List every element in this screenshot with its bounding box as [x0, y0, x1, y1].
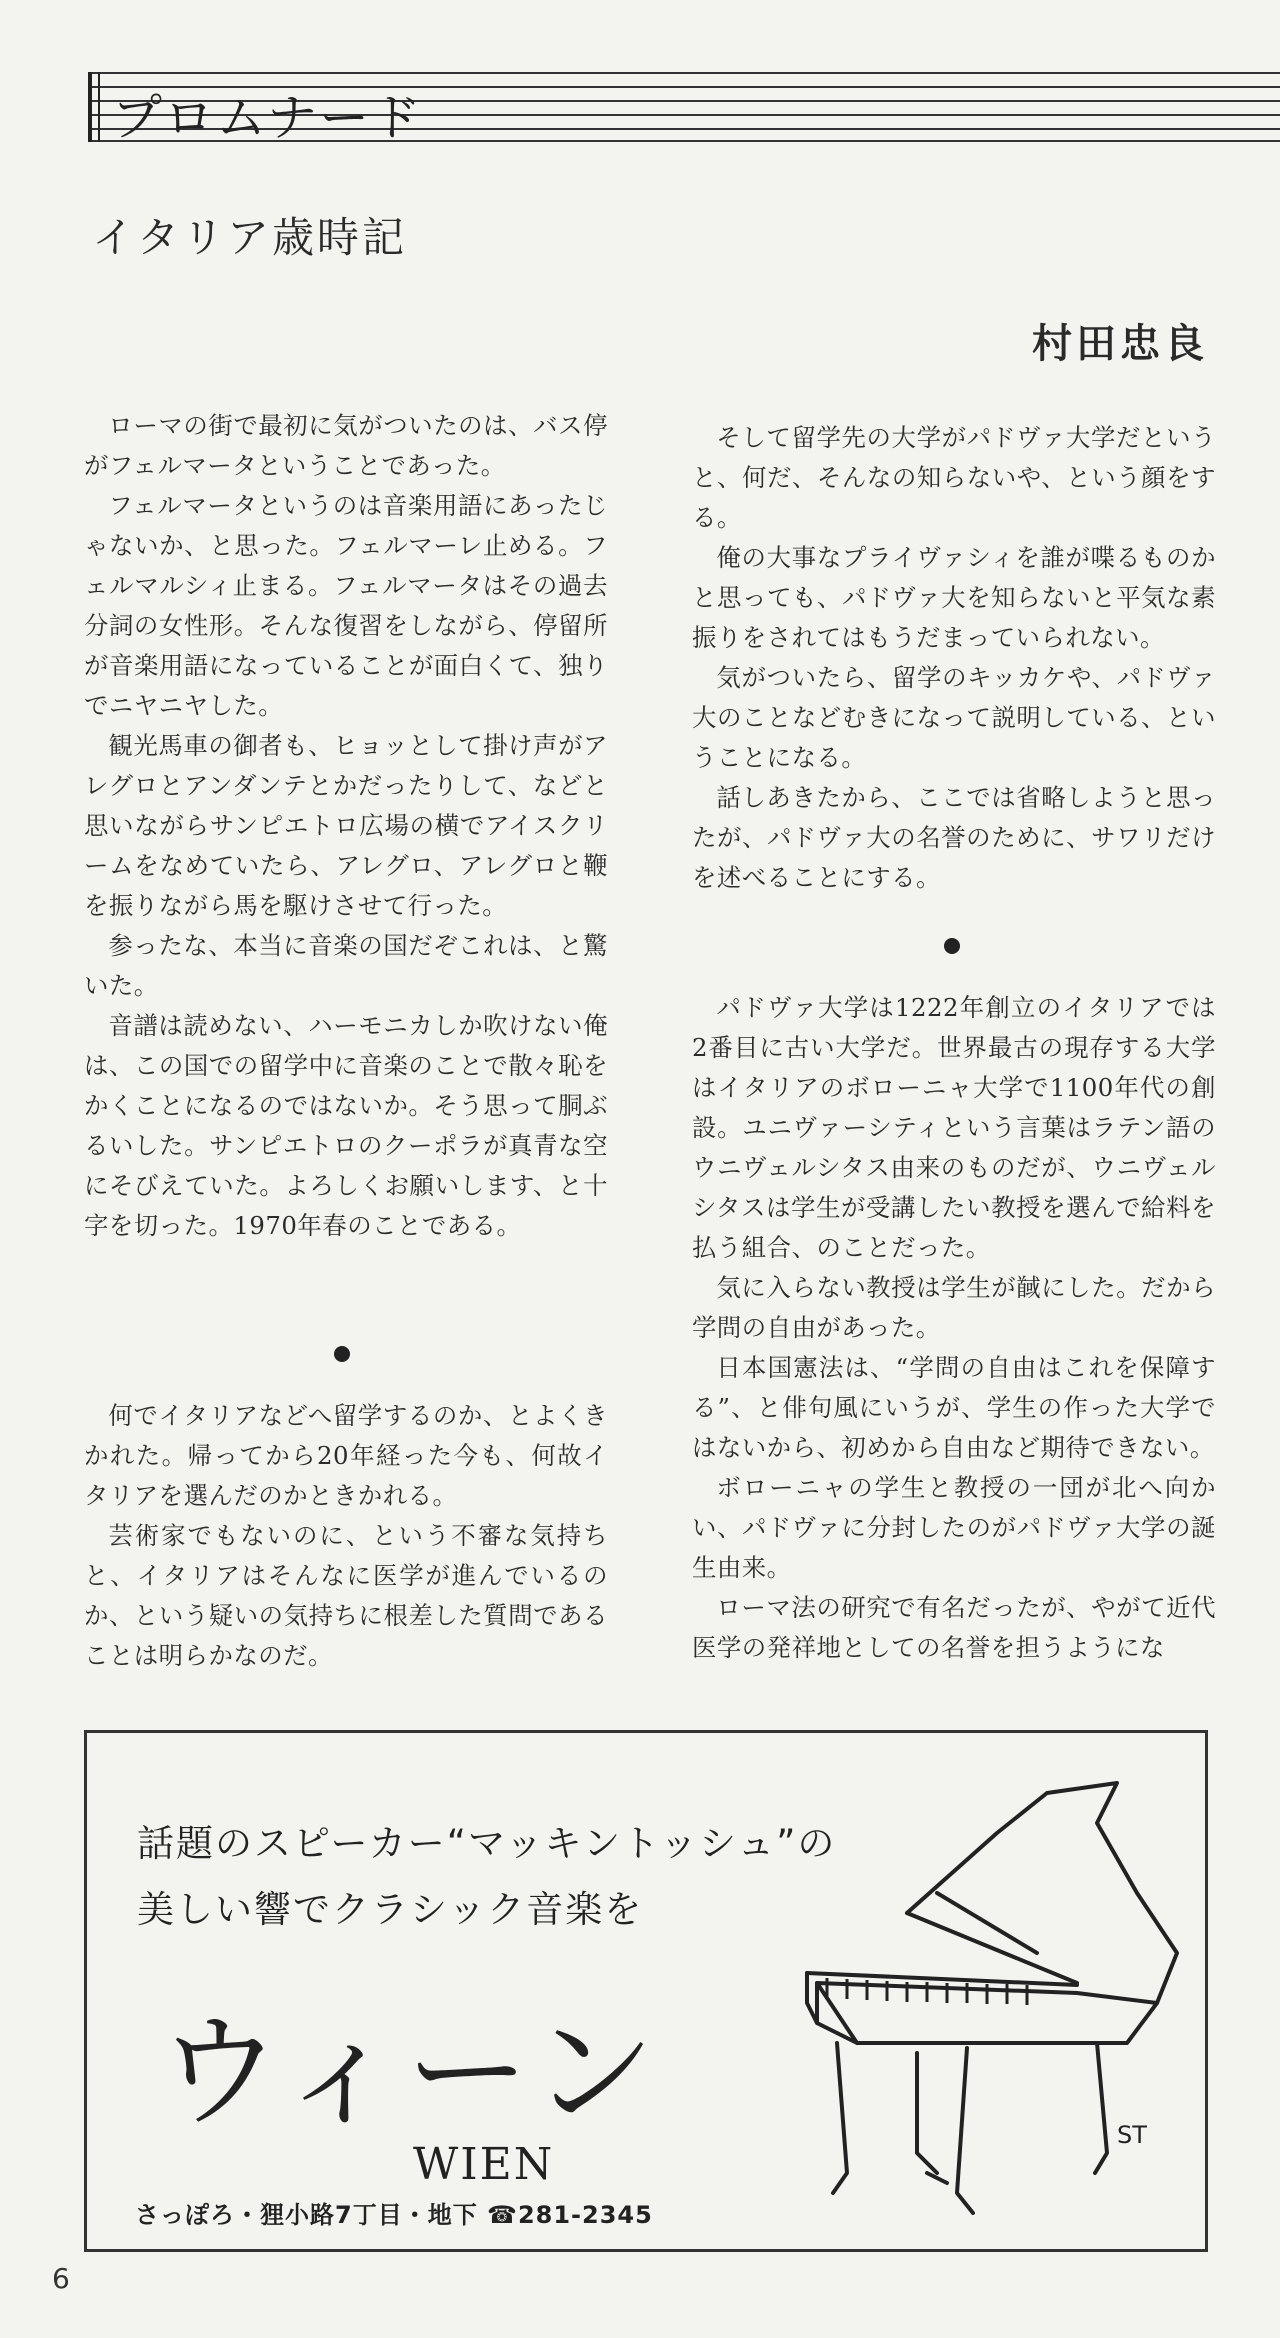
paragraph: そして留学先の大学がパドヴァ大学だというと、何だ、そんなの知らないや、という顔をする。 [692, 423, 1216, 532]
paragraph: 俺の大事なプライヴァシィを誰が喋るものかと思っても、パドヴァ大を知らないと平気な素振りをされてはもうだまっていられない。 [692, 543, 1216, 652]
author-name: 村田忠良 [1032, 321, 1208, 367]
paragraph: 何でイタリアなどへ留学するのか、とよくきかれた。帰ってから20年経った今も、何故イタリアを選んだのかときかれる。 [84, 1401, 608, 1510]
paragraph: 日本国憲法は、“学問の自由はこれを保障する”、と俳句風にいうが、学生の作った大学ではないから、初めから自由など期待できない。 [692, 1353, 1216, 1462]
article-column-right [692, 418, 1216, 898]
paragraph: ボローニャの学生と教授の一団が北へ向かい、パドヴァに分封したのがパドヴァ大学の誕生由来。 [692, 1473, 1216, 1582]
article-column-left [84, 406, 608, 1246]
ad-headline-1: 話題のスピーカー“マッキントッシュ”の [137, 1822, 837, 1865]
shop-address: さっぽろ・狸小路7丁目・地下 ☎281-2345 [135, 2201, 653, 2229]
grand-piano-illustration [777, 1753, 1197, 2243]
paragraph: 音譜は読めない、ハーモニカしか吹けない俺は、この国での留学中に音楽のことで散々恥をかくことになるのではないか。そう思って胴ぶるいした。サンピエトロのクーポラが真青な空にそびえていた。よろしくお願いします、と十字を切った。1970年春のことである。 [84, 1011, 608, 1240]
shop-name-latin: WIEN [413, 2139, 555, 2190]
illustration-signature: ST [1117, 2121, 1147, 2149]
shop-name: ウィーン [157, 2001, 660, 2145]
paragraph: フェルマータというのは音楽用語にあったじゃないか、と思った。フェルマーレ止める。フェルマルシィ止まる。フェルマータはその過去分詞の女性形。そんな復習をしながら、停留所が音楽用語になっていることが面白くて、独りでニヤニヤした。 [84, 491, 608, 720]
paragraph: 話しあきたから、ここでは省略しようと思ったが、パドヴァ大の名誉のために、サワリだけを述べることにする。 [692, 783, 1216, 892]
paragraph: 気に入らない教授は学生が馘にした。だから学問の自由があった。 [692, 1273, 1216, 1342]
article-title: イタリア歳時記 [92, 213, 408, 262]
article-column-left-lower [84, 1396, 608, 1676]
paragraph: パドヴァ大学は1222年創立のイタリアでは2番目に古い大学だ。世界最古の現存する大学はイタリアのボローニャ大学で1100年代の創設。ユニヴァーシティという言葉はラテン語のウニヴェルシタス由来のものだが、ウニヴェルシタスは学生が受講したい教授を選んで給料を払う組合、のことだった。 [692, 993, 1216, 1262]
section-divider-dot [944, 938, 960, 954]
section-divider-dot [334, 1346, 350, 1362]
article-column-right-lower [692, 988, 1216, 1668]
ad-headline-2: 美しい響でクラシック音楽を [137, 1888, 644, 1931]
page-number: 6 [52, 2262, 70, 2295]
section-title: プロムナード [112, 89, 423, 147]
paragraph: 芸術家でもないのに、という不審な気持ちと、イタリアはそんなに医学が進んでいるのか、という疑いの気持ちに根差した質問であることは明らかなのだ。 [84, 1521, 608, 1670]
advertisement-box [84, 1730, 1208, 2252]
paragraph: ローマの街で最初に気がついたのは、バス停がフェルマータということであった。 [84, 411, 608, 480]
paragraph: 参ったな、本当に音楽の国だぞこれは、と驚いた。 [84, 931, 608, 1000]
paragraph: 気がついたら、留学のキッカケや、パドヴァ大のことなどむきになって説明している、ということになる。 [692, 663, 1216, 772]
paragraph: 観光馬車の御者も、ヒョッとして掛け声がアレグロとアンダンテとかだったりして、などと思いながらサンピエトロ広場の横でアイスクリームをなめていたら、アレグロ、アレグロと鞭を振りながら馬を駆けさせて行った。 [84, 731, 608, 920]
paragraph: ローマ法の研究で有名だったが、やがて近代医学の発祥地としての名誉を担うようにな [692, 1593, 1216, 1662]
